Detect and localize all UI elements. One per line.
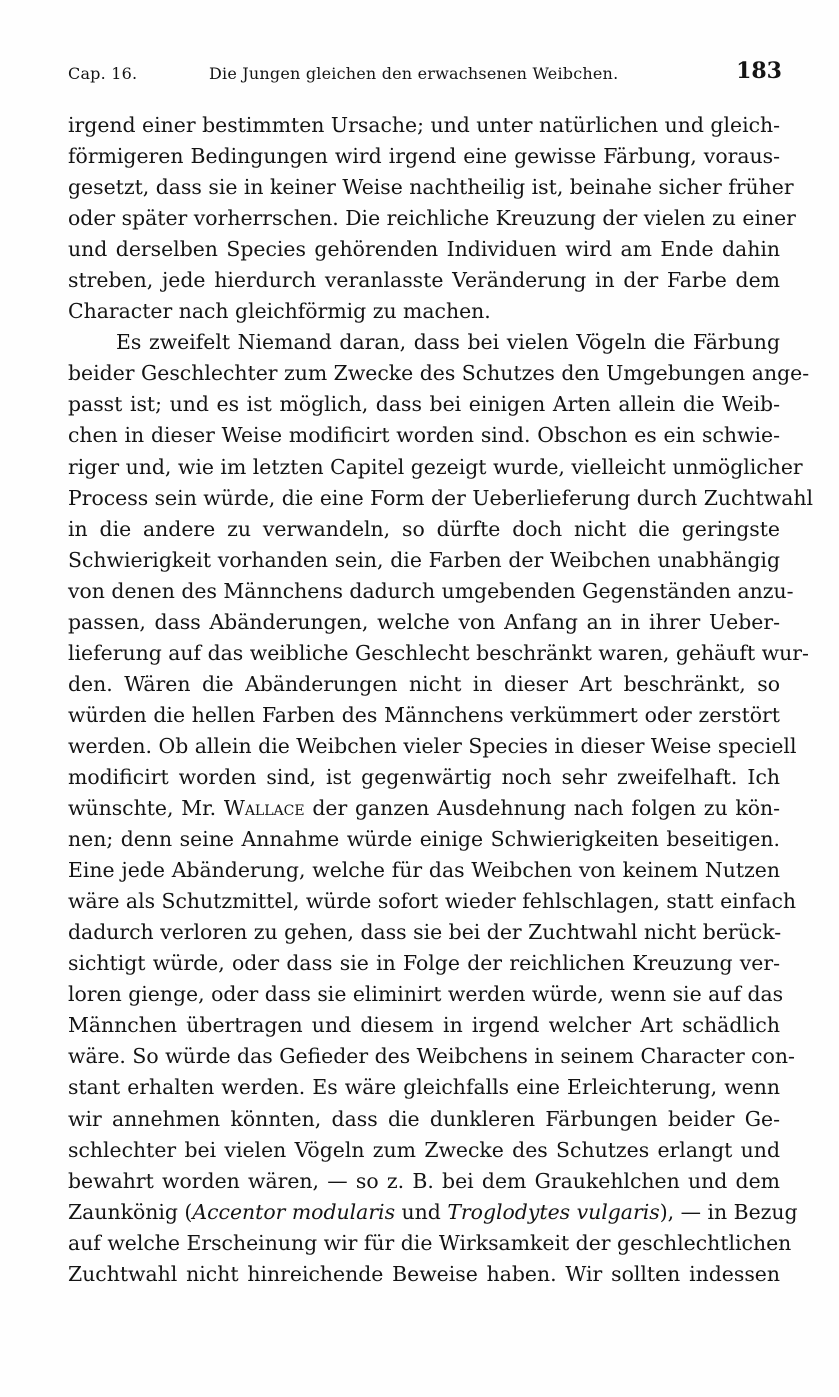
text-line: stant erhalten werden. Es wäre gleichfalls eine Erleichterung, wenn <box>68 1075 780 1100</box>
text-line: loren gienge, oder dass sie eliminirt werden würde, wenn sie auf das <box>68 982 784 1007</box>
text-run: der ganzen Ausdehnung nach folgen zu kön- <box>304 796 781 821</box>
text-line: lieferung auf das weibliche Geschlecht beschränkt waren, gehäuft wur- <box>68 640 809 665</box>
species-name-italic: Accentor modularis <box>192 1199 396 1224</box>
text-line: dadurch verloren zu gehen, dass sie bei der Zuchtwahl nicht berück- <box>68 920 782 945</box>
chapter-label: Cap. 16. <box>68 64 138 83</box>
text-line-wallace <box>68 793 780 824</box>
text-line: passen, dass Abänderungen, welche von Anfang an in ihrer Ueber- <box>68 609 780 634</box>
text-line-species <box>68 1197 798 1228</box>
text-line: den. Wären die Abänderungen nicht in dieser Art beschränkt, so <box>68 671 780 696</box>
text-line: riger und, wie im letzten Capitel gezeigt wurde, vielleicht unmöglicher <box>68 454 803 479</box>
text-line: Schwierigkeit vorhanden sein, die Farben der Weibchen unabhängig <box>68 547 780 572</box>
text-line: werden. Ob allein die Weibchen vieler Species in dieser Weise speciell <box>68 733 797 758</box>
author-name-smallcaps: Wallace <box>223 796 305 821</box>
text-line: streben, jede hierdurch veranlasste Veränderung in der Farbe dem <box>68 268 780 293</box>
text-line: förmigeren Bedingungen wird irgend eine gewisse Färbung, voraus- <box>68 144 780 169</box>
paragraph-start-line: Es zweifelt Niemand daran, dass bei vielen Vögeln die Färbung <box>116 330 780 355</box>
text-line: Process sein würde, die eine Form der Ueberlieferung durch Zuchtwahl <box>68 485 814 510</box>
text-line: schlechter bei vielen Vögeln zum Zwecke des Schutzes erlangt und <box>68 1137 780 1162</box>
text-line: sichtigt würde, oder dass sie in Folge der reichlichen Kreuzung ver- <box>68 951 780 976</box>
text-line: irgend einer bestimmten Ursache; und unter natürlichen und gleich- <box>68 113 781 137</box>
text-run: ), — in Bezug <box>659 1199 798 1224</box>
text-line: von denen des Männchens dadurch umgebenden Gegenständen anzu- <box>68 578 794 603</box>
text-line: modificirt worden sind, ist gegenwärtig noch sehr zweifelhaft. Ich <box>68 764 780 789</box>
text-line: oder später vorherrschen. Die reichliche Kreuzung der vielen zu einer <box>68 206 796 231</box>
text-line: und derselben Species gehörenden Individuen wird am Ende dahin <box>68 237 780 262</box>
running-title: Die Jungen gleichen den erwachsenen Weibchen. <box>209 64 619 83</box>
paragraph-end-line: Character nach gleichförmig zu machen. <box>68 299 491 324</box>
species-name-italic: Troglodytes vulgaris <box>447 1199 660 1224</box>
text-line: passt ist; und es ist möglich, dass bei einigen Arten allein die Weib- <box>68 392 780 417</box>
text-line: Zuchtwahl nicht hinreichende Beweise haben. Wir sollten indessen <box>68 1261 780 1286</box>
text-line: Männchen übertragen und diesem in irgend welcher Art schädlich <box>68 1013 780 1038</box>
text-run: und <box>395 1199 448 1224</box>
text-line: wäre als Schutzmittel, würde sofort wieder fehlschlagen, statt einfach <box>68 889 797 914</box>
text-run: wünschte, Mr. <box>68 796 224 821</box>
text-line: bewahrt worden wären, — so z. B. bei dem Graukehlchen und dem <box>68 1168 780 1193</box>
text-line: wäre. So würde das Gefieder des Weibchens in seinem Character con- <box>68 1044 795 1069</box>
text-line: chen in dieser Weise modificirt worden sind. Obschon es ein schwie- <box>68 423 780 448</box>
text-line: auf welche Erscheinung wir für die Wirksamkeit der geschlechtlichen <box>68 1230 792 1255</box>
text-run: Zaunkönig ( <box>68 1199 193 1224</box>
page-number: 183 <box>736 58 782 84</box>
text-line: wir annehmen könnten, dass die dunkleren Färbungen beider Ge- <box>68 1106 780 1131</box>
text-line: in die andere zu verwandeln, so dürfte doch nicht die geringste <box>68 516 780 541</box>
body-text <box>68 110 814 1290</box>
text-line: nen; denn seine Annahme würde einige Schwierigkeiten beseitigen. <box>68 827 780 852</box>
running-header <box>68 58 782 94</box>
text-line: Eine jede Abänderung, welche für das Weibchen von keinem Nutzen <box>68 858 780 883</box>
text-line: gesetzt, dass sie in keiner Weise nachtheilig ist, beinahe sicher früher <box>68 175 794 200</box>
text-line: würden die hellen Farben des Männchens verkümmert oder zerstört <box>68 702 780 727</box>
text-line: beider Geschlechter zum Zwecke des Schutzes den Umgebungen ange- <box>68 361 810 386</box>
